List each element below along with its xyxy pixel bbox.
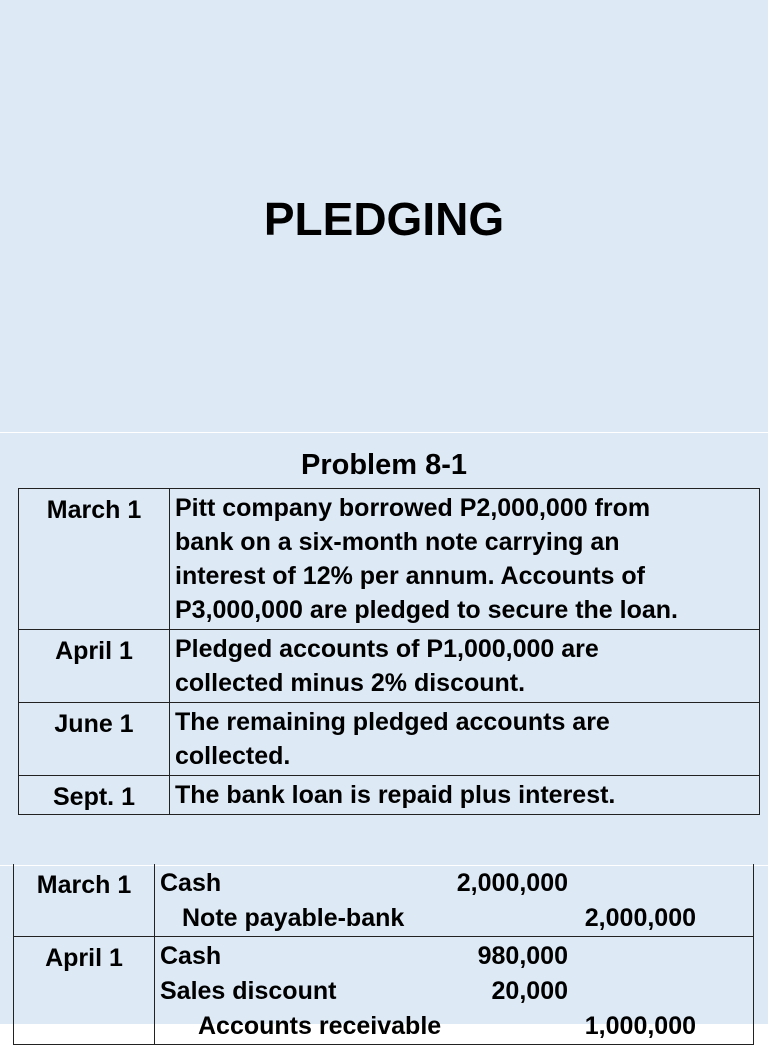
journal-line [160,1009,748,1044]
title-slide [0,0,768,432]
date-cell: April 1 [14,937,155,1045]
journal-entry-table [13,864,754,1045]
problem-slide [0,433,768,865]
account-name: Sales discount [160,977,337,1005]
description-line: The bank loan is repaid plus interest. [175,781,616,809]
account-name: Cash [160,869,222,897]
description-cell [170,776,760,815]
table-row [19,630,760,703]
problem-table [18,488,760,815]
journal-line [160,974,748,1009]
debit-amount: 2,000,000 [456,869,568,897]
journal-line [160,939,748,974]
journal-line [160,866,748,901]
account-name: Note payable-bank [182,904,405,932]
date-cell: Sept. 1 [19,776,170,815]
description-line: collected minus 2% discount. [175,669,526,697]
debit-amount: 20,000 [491,977,568,1005]
description-line: collected. [175,742,291,770]
table-row [19,776,760,815]
entries-cell [155,937,754,1045]
description-cell [170,630,760,703]
table-row [19,489,760,630]
debit-amount: 980,000 [477,942,568,970]
problem-title: Problem 8-1 [301,449,467,481]
description-line: bank on a six-month note carrying an [175,528,620,556]
table-row [14,937,754,1045]
entries-cell [155,864,754,937]
slide-title: PLEDGING [263,193,505,245]
journal-line [160,901,748,936]
table-row [14,864,754,937]
journal-slide [0,866,768,1040]
description-cell [170,489,760,630]
date-cell: April 1 [19,630,170,703]
description-line: Pledged accounts of P1,000,000 are [175,635,599,663]
credit-amount: 2,000,000 [584,904,696,932]
account-name: Cash [160,942,222,970]
date-cell: March 1 [14,864,155,937]
account-name: Accounts receivable [198,1012,442,1040]
description-line: interest of 12% per annum. Accounts of [175,562,645,590]
description-line: The remaining pledged accounts are [175,708,610,736]
description-line: Pitt company borrowed P2,000,000 from [175,494,651,522]
date-cell: June 1 [19,703,170,776]
table-row [19,703,760,776]
description-line: P3,000,000 are pledged to secure the loan. [175,596,678,624]
date-cell: March 1 [19,489,170,630]
credit-amount: 1,000,000 [584,1012,696,1040]
description-cell [170,703,760,776]
